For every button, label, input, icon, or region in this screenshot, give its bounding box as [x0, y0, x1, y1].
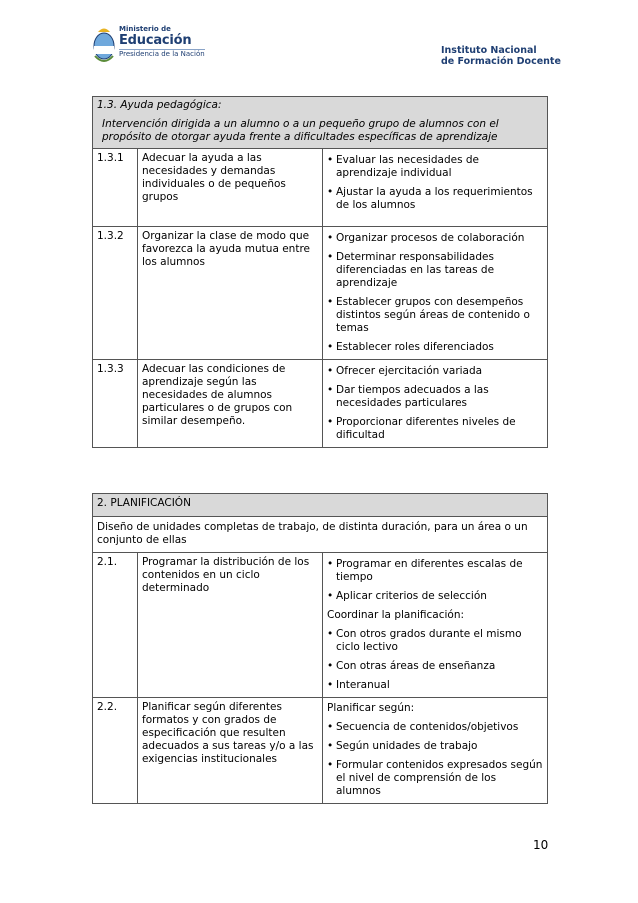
list-item: • Programar en diferentes escalas de tiempo [327, 558, 523, 583]
sub-label: Coordinar la planificación: [327, 609, 465, 621]
row-number: 1.3.3 [93, 360, 138, 448]
list-item: • Dar tiempos adecuados a las necesidades particulares [327, 384, 489, 409]
row-number: 2.1. [93, 553, 138, 698]
row-action: Programar la distribución de los contenidos en un ciclo determinado [138, 553, 323, 698]
instituto-logo [441, 45, 561, 67]
list-item: • Determinar responsabilidades diferenciadas en las tareas de aprendizaje [327, 251, 495, 289]
row-items [323, 553, 548, 698]
list-item: • Proporcionar diferentes niveles de dificultad [327, 416, 516, 441]
section-title: 1.3. Ayuda pedagógica: [97, 99, 222, 111]
ministerio-label: Ministerio de [119, 25, 171, 33]
list-item: • Según unidades de trabajo [327, 740, 478, 752]
argentina-coat-of-arms-icon [92, 26, 116, 64]
list-item: • Ofrecer ejercitación variada [327, 365, 483, 377]
table-row [93, 360, 548, 448]
section-header [93, 97, 548, 149]
row-items [323, 149, 548, 227]
row-action: Adecuar la ayuda a las necesidades y demandas individuales o de pequeños grupos [138, 149, 323, 227]
section-title: 2. PLANIFICACIÓN [93, 494, 548, 517]
list-item: • Ajustar la ayuda a los requerimientos de los alumnos [327, 186, 533, 211]
presidencia-label: Presidencia de la Nación [119, 50, 205, 58]
table-row [93, 553, 548, 698]
list-item: • Aplicar criterios de selección [327, 590, 487, 602]
row-items [323, 360, 548, 448]
ministerio-logo [92, 24, 212, 70]
row-action: Adecuar las condiciones de aprendizaje según las necesidades de alumnos particulares o de grupos con similar desempeño. [138, 360, 323, 448]
row-number: 2.2. [93, 698, 138, 804]
instituto-line-1: Instituto Nacional [441, 45, 537, 56]
list-item: • Con otras áreas de enseñanza [327, 660, 496, 672]
sub-label: Planificar según: [327, 702, 415, 714]
ayuda-pedagogica-table [92, 96, 548, 448]
list-item: • Formular contenidos expresados según el nivel de comprensión de los alumnos [327, 759, 543, 797]
row-items [323, 227, 548, 360]
row-action: Organizar la clase de modo que favorezca la ayuda mutua entre los alumnos [138, 227, 323, 360]
list-item: • Organizar procesos de colaboración [327, 232, 525, 244]
list-item: • Interanual [327, 679, 390, 691]
list-item: • Establecer roles diferenciados [327, 341, 494, 353]
instituto-line-2: de Formación Docente [441, 56, 561, 67]
section-description: Diseño de unidades completas de trabajo, de distinta duración, para un área o un conjunto de ellas [93, 517, 548, 553]
list-item: • Evaluar las necesidades de aprendizaje individual [327, 154, 479, 179]
list-item: • Establecer grupos con desempeños distintos según áreas de contenido o temas [327, 296, 530, 334]
table-row [93, 149, 548, 227]
row-items [323, 698, 548, 804]
row-action: Planificar según diferentes formatos y con grados de especificación que resulten adecuados a sus tareas y/o a las exigencias institucionales [138, 698, 323, 804]
list-item: • Con otros grados durante el mismo ciclo lectivo [327, 628, 522, 653]
section-description: Intervención dirigida a un alumno o a un pequeño grupo de alumnos con el propósito de otorgar ayuda frente a dificultades específicas de aprendizaje [102, 118, 499, 143]
table-row [93, 698, 548, 804]
list-item: • Secuencia de contenidos/objetivos [327, 721, 519, 733]
row-number: 1.3.1 [93, 149, 138, 227]
page-number: 10 [533, 838, 549, 852]
table-row [93, 227, 548, 360]
row-number: 1.3.2 [93, 227, 138, 360]
educacion-label: Educación [119, 33, 192, 48]
planificacion-table [92, 493, 548, 804]
